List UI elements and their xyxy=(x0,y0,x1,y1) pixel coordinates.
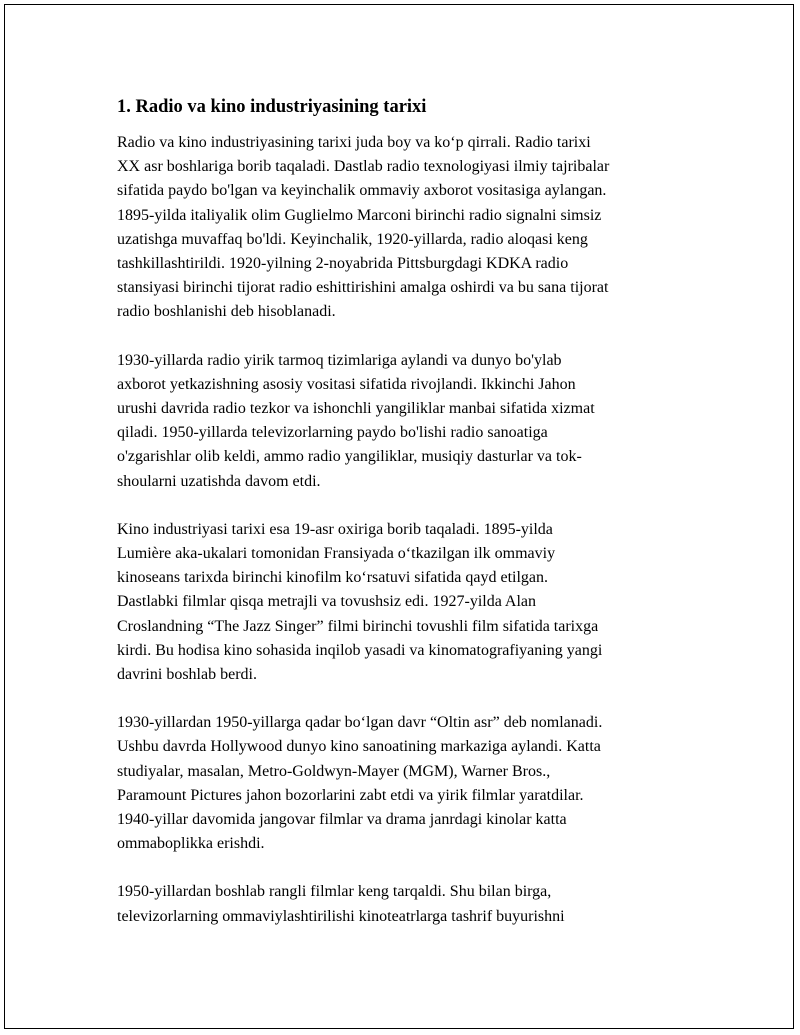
section-heading: 1. Radio va kino industriyasining tarixi xyxy=(117,97,427,117)
paragraph-radio-1930s xyxy=(117,349,683,494)
text-line: Ushbu davrda Hollywood dunyo kino sanoatining markaziga aylandi. Katta xyxy=(117,738,601,756)
text-line: davrini boshlab berdi. xyxy=(117,666,257,684)
text-line: urushi davrida radio tezkor va ishonchli yangiliklar manbai sifatida xizmat xyxy=(117,400,595,418)
paragraph-color-films xyxy=(117,880,683,928)
text-line: televizorlarning ommaviylashtirilishi kinoteatrlarga tashrif buyurishni xyxy=(117,907,565,925)
text-line: studiyalar, masalan, Metro-Goldwyn-Mayer (MGM), Warner Bros., xyxy=(117,762,551,780)
text-line: 1950-yillardan boshlab rangli filmlar keng tarqaldi. Shu bilan birga, xyxy=(117,883,552,901)
text-line: sifatida paydo bo'lgan va keyinchalik ommaviy axborot vositasiga aylangan. xyxy=(117,182,607,200)
text-line: tashkillashtirildi. 1920-yilning 2-noyabrida Pittsburgdagi KDKA radio xyxy=(117,255,569,273)
text-line: qiladi. 1950-yillarda televizorlarning paydo bo'lishi radio sanoatiga xyxy=(117,424,548,442)
text-line: 1940-yillar davomida jangovar filmlar va drama janrdagi kinolar katta xyxy=(117,811,567,829)
text-line: Paramount Pictures jahon bozorlarini zabt etdi va yirik filmlar yaratdilar. xyxy=(117,786,584,804)
text-line: radio boshlanishi deb hisoblanadi. xyxy=(117,303,336,321)
text-line: o'zgarishlar olib keldi, ammo radio yangiliklar, musiqiy dasturlar va tok- xyxy=(117,448,582,466)
text-line: ommaboplikka erishdi. xyxy=(117,835,265,853)
text-line: axborot yetkazishning asosiy vositasi sifatida rivojlandi. Ikkinchi Jahon xyxy=(117,375,576,393)
text-line: Kino industriyasi tarixi esa 19-asr oxiriga borib taqaladi. 1895-yilda xyxy=(117,520,553,538)
text-line: 1895-yilda italiyalik olim Guglielmo Marconi birinchi radio signalni simsiz xyxy=(117,206,602,224)
text-line: 1930-yillardan 1950-yillarga qadar boʻlgan davr “Oltin asr” deb nomlanadi. xyxy=(117,714,603,732)
paragraph-cinema-history xyxy=(117,518,683,687)
text-line: Radio va kino industriyasining tarixi juda boy va koʻp qirrali. Radio tarixi xyxy=(117,134,591,151)
text-line: Dastlabki filmlar qisqa metrajli va tovushsiz edi. 1927-yilda Alan xyxy=(117,593,537,611)
text-line: kinoseans tarixda birinchi kinofilm koʻrsatuvi sifatida qayd etilgan. xyxy=(117,569,549,587)
paragraph-radio-history xyxy=(117,131,683,325)
text-line: 1930-yillarda radio yirik tarmoq tizimlariga aylandi va dunyo bo'ylab xyxy=(117,351,562,369)
text-line: kirdi. Bu hodisa kino sohasida inqilob yasadi va kinomatografiyaning yangi xyxy=(117,641,603,659)
text-line: XX asr boshlariga borib taqaladi. Dastlab radio texnologiyasi ilmiy tajribalar xyxy=(117,158,610,176)
text-line: Croslandning “The Jazz Singer” filmi birinchi tovushli film sifatida tarixga xyxy=(117,617,599,635)
text-line: Lumière aka-ukalari tomonidan Fransiyada oʻtkazilgan ilk ommaviy xyxy=(117,545,556,563)
text-line: uzatishga muvaffaq bo'ldi. Keyinchalik, 1920-yillarda, radio aloqasi keng xyxy=(117,230,588,248)
text-line: stansiyasi birinchi tijorat radio eshittirishini amalga oshirdi va bu sana tijorat xyxy=(117,279,609,297)
document-body xyxy=(117,95,683,953)
text-line: shoularni uzatishda davom etdi. xyxy=(117,472,321,490)
paragraph-golden-age xyxy=(117,711,683,856)
